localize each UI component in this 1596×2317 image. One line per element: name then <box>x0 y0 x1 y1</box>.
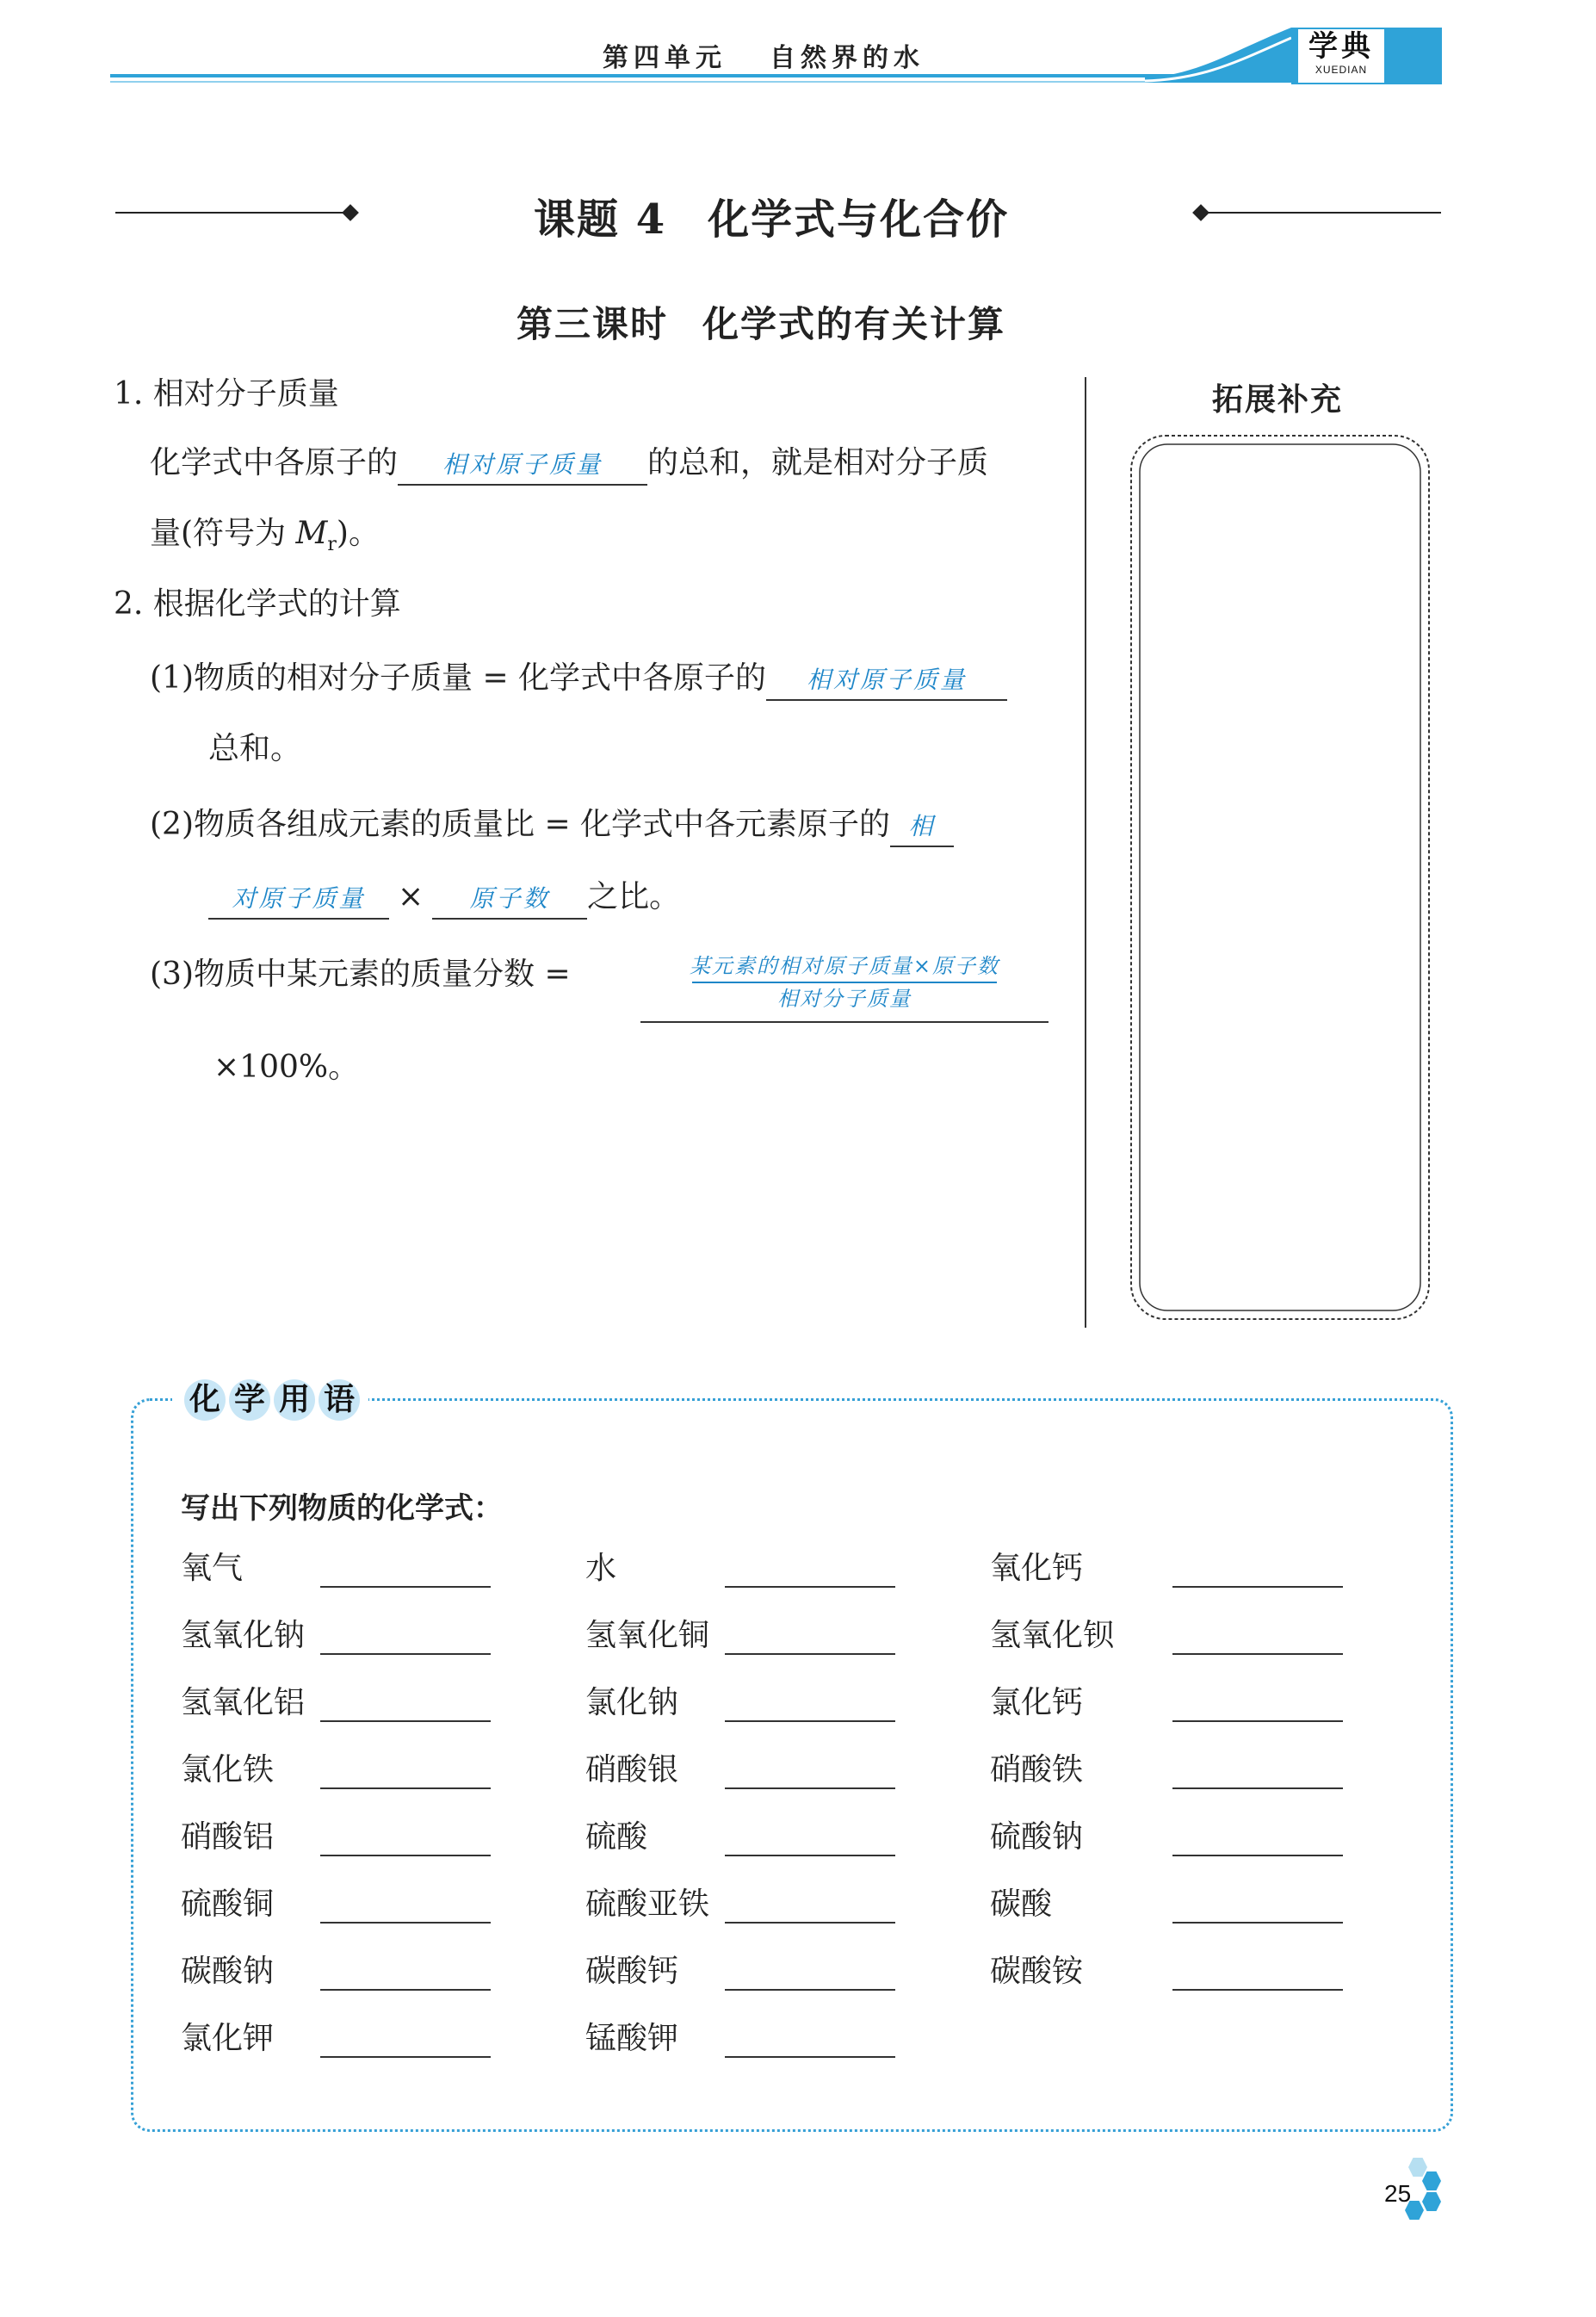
formula-answer-blank[interactable] <box>725 1855 895 1856</box>
text-fragment: 量(符号为 <box>150 516 296 551</box>
substance-label: 硝酸银 <box>585 1752 679 1787</box>
symbol-m: M <box>295 516 328 551</box>
answer-text: 相对原子质量 <box>442 450 603 479</box>
section-2-item-1 <box>150 660 1007 701</box>
lesson-title: 化学式与化合价 <box>708 195 1010 244</box>
substance-label: 硝酸铁 <box>990 1752 1084 1787</box>
column-divider <box>1085 377 1086 1328</box>
fraction-answer <box>640 952 1049 1023</box>
times-sign: × <box>398 879 424 914</box>
section-1-line-2 <box>150 515 380 564</box>
section-1-line-1 <box>150 444 988 486</box>
substance-label: 碳酸 <box>990 1886 1053 1922</box>
formula-answer-blank[interactable] <box>725 1720 895 1722</box>
lesson-number: 课题 4 <box>534 195 667 244</box>
title-rule-right <box>1205 212 1441 214</box>
logo <box>1298 29 1384 83</box>
text-fragment: 之比。 <box>587 879 681 914</box>
answer-blank-line <box>640 1021 1049 1023</box>
formula-answer-blank[interactable] <box>1172 1989 1343 1991</box>
text-fragment: (1)物质的相对分子质量 = 化学式中各原子的 <box>150 660 767 696</box>
formula-answer-blank[interactable] <box>320 1787 491 1789</box>
formula-answer-blank[interactable] <box>320 2056 491 2058</box>
unit-number: 第四单元 <box>603 43 727 73</box>
substance-label: 氧化钙 <box>990 1551 1084 1586</box>
substance-label: 水 <box>585 1551 617 1586</box>
substance-label: 碳酸钙 <box>585 1954 679 1989</box>
formula-answer-blank[interactable] <box>320 1922 491 1924</box>
substance-label: 硫酸亚铁 <box>585 1886 710 1922</box>
notes-box <box>1121 425 1439 1329</box>
section-2-item-1-cont: 总和。 <box>208 731 302 766</box>
hex-decoration <box>1422 2171 1441 2190</box>
tag-char: 用 <box>274 1379 315 1421</box>
formula-answer-blank[interactable] <box>725 1787 895 1789</box>
section-2-item-2 <box>150 806 954 847</box>
formula-answer-blank[interactable] <box>1172 1586 1343 1588</box>
substance-label: 碳酸钠 <box>181 1954 275 1989</box>
substance-label: 硫酸 <box>585 1819 648 1855</box>
substance-label: 氯化钾 <box>181 2021 275 2056</box>
substance-label: 硫酸钠 <box>990 1819 1084 1855</box>
header-rule-thin <box>110 81 1221 83</box>
text-fragment: 的总和，就是相对分子质 <box>647 445 989 480</box>
diamond-icon <box>342 204 359 221</box>
substance-label: 氢氧化铜 <box>585 1618 710 1653</box>
answer-text: 对原子质量 <box>232 884 366 913</box>
unit-title: 自然界的水 <box>770 43 925 73</box>
section-2-item-3: (3)物质中某元素的质量分数 = <box>150 957 571 992</box>
header-rule <box>110 74 1221 77</box>
formula-answer-blank[interactable] <box>725 2056 895 2058</box>
substance-label: 碳酸铵 <box>990 1954 1084 1989</box>
tag-char: 学 <box>229 1379 270 1421</box>
answer-blank <box>432 878 587 920</box>
page-number: 25 <box>1384 2180 1412 2207</box>
substance-label: 氧气 <box>181 1551 244 1586</box>
answer-blank <box>208 878 389 920</box>
section-2-item-3-cont: ×100%。 <box>213 1050 360 1085</box>
page-subtitle <box>517 296 1005 348</box>
substance-label: 氯化钠 <box>585 1685 679 1720</box>
formula-answer-blank[interactable] <box>1172 1787 1343 1789</box>
text-fragment: (2)物质各组成元素的质量比 = 化学式中各元素原子的 <box>150 807 891 842</box>
page-title <box>534 186 1009 245</box>
formula-answer-blank[interactable] <box>1172 1855 1343 1856</box>
formula-answer-blank[interactable] <box>1172 1922 1343 1924</box>
running-header <box>603 36 925 74</box>
text-fragment: )。 <box>336 516 380 551</box>
substance-label: 硝酸铝 <box>181 1819 275 1855</box>
text-fragment: 化学式中各原子的 <box>150 445 399 480</box>
period-label: 第三课时 <box>517 303 669 345</box>
substance-label: 氢氧化铝 <box>181 1685 306 1720</box>
fraction-denominator: 相对分子质量 <box>777 987 912 1011</box>
substance-label: 氢氧化钠 <box>181 1618 306 1653</box>
answer-blank <box>398 444 647 486</box>
formula-answer-blank[interactable] <box>1172 1653 1343 1655</box>
answer-text: 原子数 <box>469 884 550 913</box>
section-2-heading: 2. 根据化学式的计算 <box>114 586 401 622</box>
panel-instruction: 写出下列物质的化学式： <box>181 1491 503 1526</box>
formula-answer-blank[interactable] <box>725 1653 895 1655</box>
sidebar-title: 拓展补充 <box>1212 381 1344 418</box>
fraction-numerator: 某元素的相对原子质量×原子数 <box>689 954 1000 978</box>
formula-answer-blank[interactable] <box>725 1586 895 1588</box>
tag-char: 化 <box>184 1379 226 1421</box>
formula-answer-blank[interactable] <box>320 1653 491 1655</box>
hex-decoration <box>1422 2192 1441 2211</box>
formula-answer-blank[interactable] <box>725 1922 895 1924</box>
formula-answer-blank[interactable] <box>725 1989 895 1991</box>
title-rule-left <box>115 212 348 214</box>
header-wave-decoration <box>1145 26 1291 83</box>
logo-subtext: XUEDIAN <box>1315 64 1368 76</box>
symbol-subscript: r <box>327 534 337 556</box>
formula-answer-blank[interactable] <box>320 1720 491 1722</box>
tag-char: 语 <box>319 1379 360 1421</box>
period-title: 化学式的有关计算 <box>702 303 1006 345</box>
section-2-item-2-cont <box>208 878 680 920</box>
panel-tag <box>172 1372 368 1428</box>
fraction-bar <box>692 982 997 983</box>
answer-text: 相 <box>908 812 936 840</box>
formula-answer-blank[interactable] <box>1172 1720 1343 1722</box>
substance-label: 氯化铁 <box>181 1752 275 1787</box>
answer-blank <box>766 660 1007 701</box>
substance-label: 硫酸铜 <box>181 1886 275 1922</box>
answer-blank <box>890 806 954 847</box>
substance-label: 氢氧化钡 <box>990 1618 1115 1653</box>
formula-answer-blank[interactable] <box>320 1586 491 1588</box>
section-1-heading: 1. 相对分子质量 <box>114 376 339 412</box>
substance-label: 锰酸钾 <box>585 2021 679 2056</box>
formula-answer-blank[interactable] <box>320 1855 491 1856</box>
substance-label: 氯化钙 <box>990 1685 1084 1720</box>
answer-text: 相对原子质量 <box>807 666 968 694</box>
formula-answer-blank[interactable] <box>320 1989 491 1991</box>
logo-text: 学典 <box>1308 29 1374 64</box>
hex-decoration <box>1408 2158 1427 2177</box>
